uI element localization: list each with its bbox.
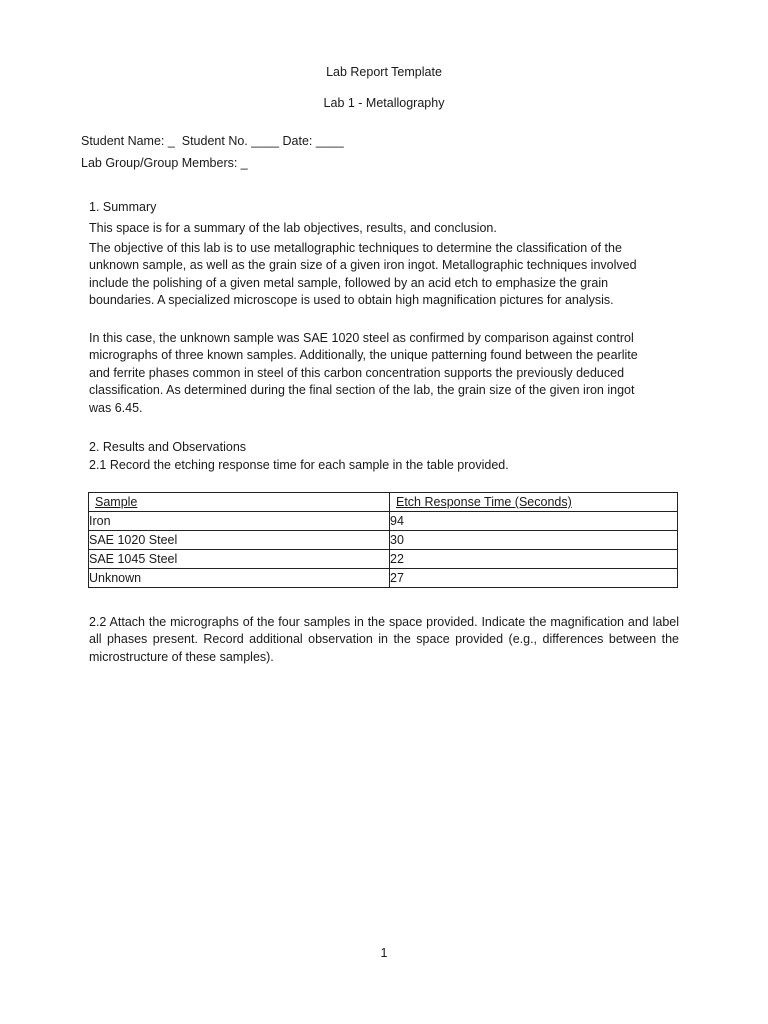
document-subtitle: Lab 1 - Metallography bbox=[323, 96, 445, 110]
etch-response-table bbox=[88, 492, 678, 588]
results-instruction: 2.1 Record the etching response time for each sample in the table provided. bbox=[89, 458, 509, 472]
micrograph-instruction: 2.2 Attach the micrographs of the four samples in the space provided. Indicate the magnification and label all phases present. Record additional observation in the space provided (e.g., differences between the microstructure of these samples). bbox=[89, 615, 679, 664]
table-cell-sample: Iron bbox=[89, 512, 390, 531]
table-row bbox=[89, 569, 678, 588]
summary-paragraph: The objective of this lab is to use metallographic techniques to determine the classification of the unknown sample, as well as the grain size of a given iron ingot. Metallographic techniques involved include the polishing of a given metal sample, followed by an acid etch to emphasize the grain boundaries. A specialized microscope is used to obtain high magnification pictures for analysis. bbox=[89, 241, 637, 308]
table-header-row bbox=[89, 493, 678, 512]
student-info-line: Student Name: _ Student No. ____ Date: ____ bbox=[81, 134, 344, 148]
summary-heading: 1. Summary bbox=[89, 200, 157, 214]
document-title: Lab Report Template bbox=[326, 65, 442, 79]
results-heading: 2. Results and Observations bbox=[89, 440, 247, 454]
table-header-cell: Etch Response Time (Seconds) bbox=[390, 493, 678, 512]
table-cell-time: 94 bbox=[390, 512, 678, 531]
table-row bbox=[89, 550, 678, 569]
table-cell-time: 30 bbox=[390, 531, 678, 550]
table-cell-sample: SAE 1045 Steel bbox=[89, 550, 390, 569]
table-cell-sample: SAE 1020 Steel bbox=[89, 531, 390, 550]
page-number: 1 bbox=[380, 946, 388, 960]
table-header-cell: Sample bbox=[89, 493, 390, 512]
summary-paragraph: In this case, the unknown sample was SAE 1020 steel as confirmed by comparison against control micrographs of three known samples. Additionally, the unique patterning found between the pearlite and ferrite phases common in steel of this carbon concentration supports the previously deduced classification. As determined during the final section of the lab, the grain size of the given iron ingot was 6.45. bbox=[89, 331, 638, 415]
table-cell-time: 22 bbox=[390, 550, 678, 569]
table-row bbox=[89, 531, 678, 550]
table-cell-time: 27 bbox=[390, 569, 678, 588]
group-members-line: Lab Group/Group Members: _ bbox=[81, 156, 248, 170]
summary-intro: This space is for a summary of the lab objectives, results, and conclusion. bbox=[89, 221, 497, 235]
table-row bbox=[89, 512, 678, 531]
table-cell-sample: Unknown bbox=[89, 569, 390, 588]
